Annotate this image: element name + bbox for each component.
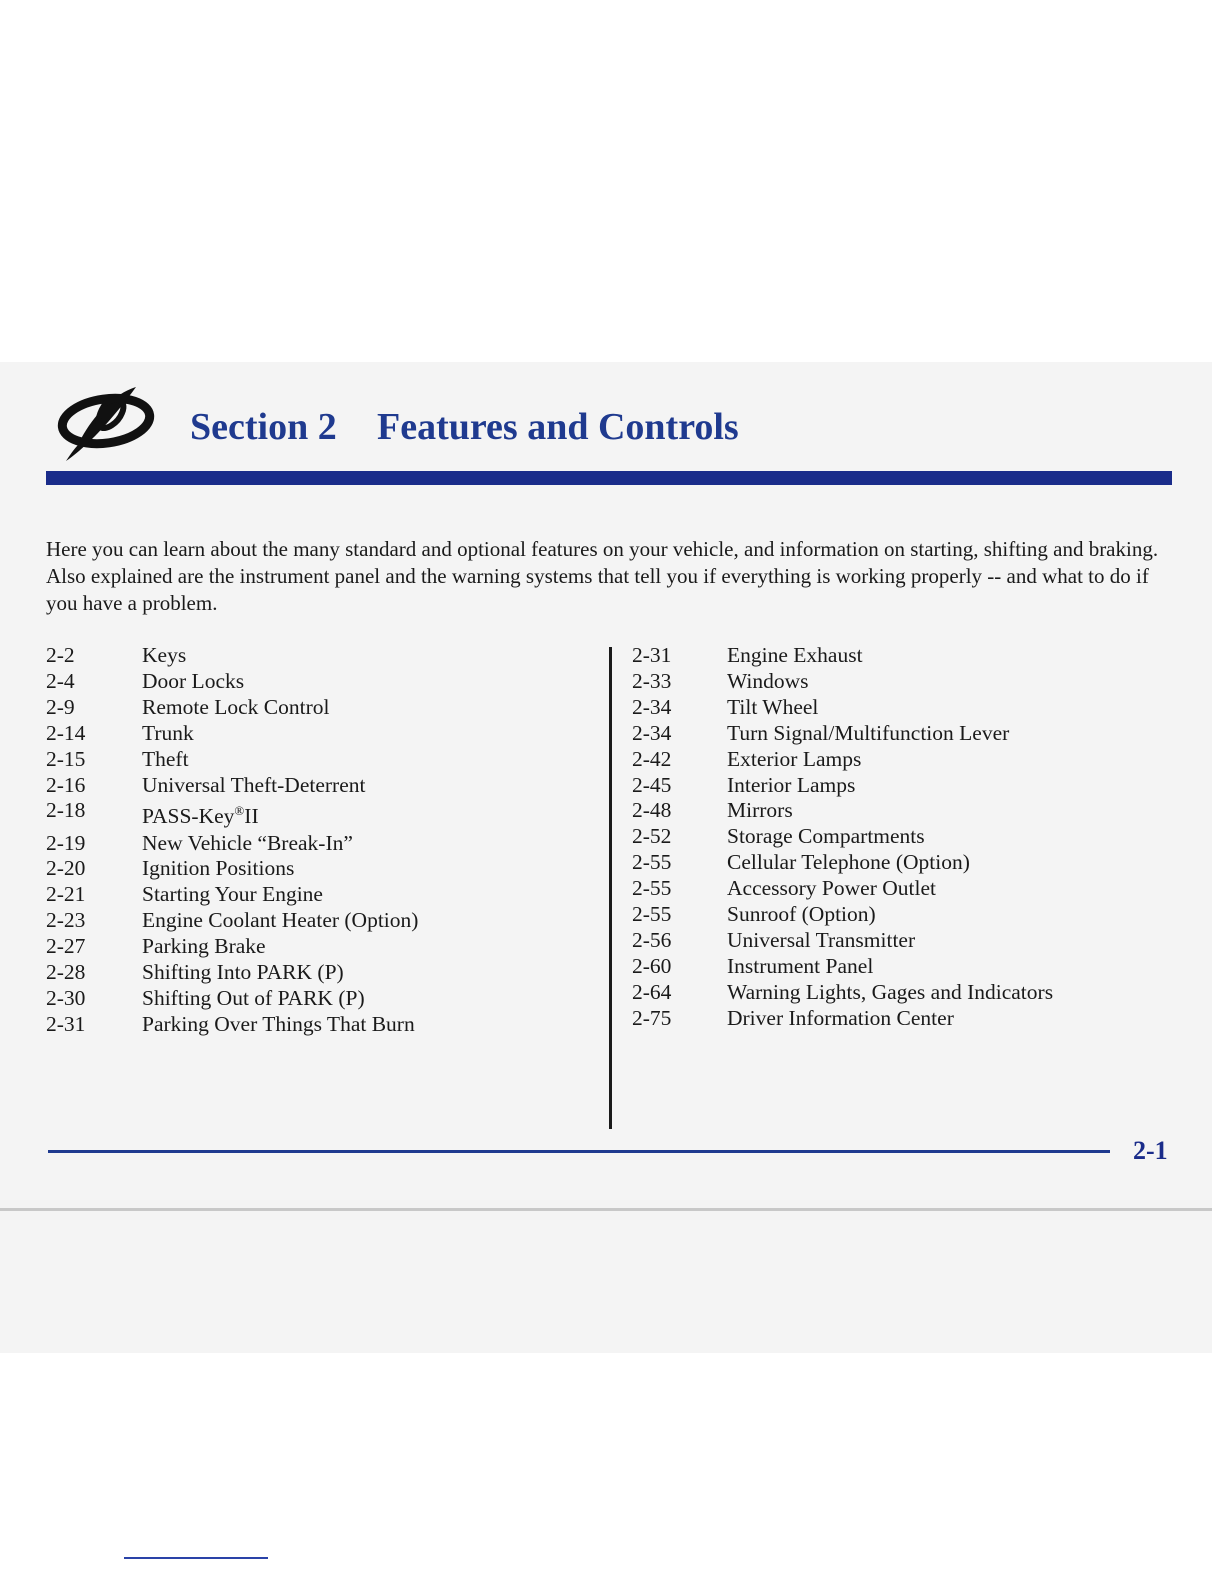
entry-title: Driver Information Center [727,1005,954,1030]
entry-title: Parking Brake [142,934,266,959]
entry-page-number: 2-4 [46,668,75,693]
entry-page-number: 2-48 [632,798,672,823]
column-divider [609,647,612,1129]
entry-page-number: 2-23 [46,908,86,933]
contents-entry[interactable] [46,986,596,1012]
contents-entry[interactable] [632,643,1192,669]
entry-page-number: 2-52 [632,824,672,849]
entry-title: Mirrors [727,798,793,823]
entry-page-number: 2-19 [46,830,86,855]
entry-page-number: 2-34 [632,694,672,719]
contents-entry[interactable] [46,856,596,882]
entry-page-number: 2-2 [46,643,75,667]
contents-right-column [632,643,1192,1032]
entry-title: Tilt Wheel [727,694,819,719]
entry-title: Universal Theft-Deterrent [142,772,366,797]
entry-title: PASS-Key®II [142,803,259,829]
entry-page-number: 2-55 [632,850,672,875]
contents-entry[interactable] [632,695,1192,721]
entry-page-number: 2-64 [632,979,672,1004]
contents-entry[interactable] [632,928,1192,954]
entry-page-number: 2-30 [46,985,86,1010]
contents-entry[interactable] [46,747,596,773]
title-divider-bar [46,471,1172,485]
entry-page-number: 2-21 [46,882,86,907]
entry-title: Starting Your Engine [142,882,323,907]
entry-page-number: 2-20 [46,856,86,881]
entry-page-number: 2-42 [632,746,672,771]
entry-title: Engine Coolant Heater (Option) [142,908,419,933]
entry-title: Windows [727,668,809,693]
contents-entry[interactable] [632,721,1192,747]
entry-page-number: 2-15 [46,746,86,771]
entry-title: Remote Lock Control [142,694,330,719]
contents-entry[interactable] [632,798,1192,824]
footer-rule [48,1150,1110,1153]
contents-entry[interactable] [632,980,1192,1006]
entry-page-number: 2-31 [46,1011,86,1036]
entry-title: Accessory Power Outlet [727,876,936,901]
entry-page-number: 2-31 [632,643,672,667]
page-number: 2-1 [1133,1136,1168,1165]
section-title: Features and Controls [377,406,739,448]
intro-paragraph: Here you can learn about the many standard and optional features on your vehicle, and information on starting, shifting and braking. Also explained are the instrument panel and the warning systems that tell you if everything is working properly -- and what to do if you have a problem. [46,537,1159,615]
entry-title: New Vehicle “Break-In” [142,830,353,855]
entry-page-number: 2-16 [46,772,86,797]
entry-title: Parking Over Things That Burn [142,1011,415,1036]
contents-entry[interactable] [46,798,596,830]
entry-title: Turn Signal/Multifunction Lever [727,720,1010,745]
entry-title: Storage Compartments [727,824,925,849]
entry-title: Engine Exhaust [727,643,863,667]
entry-page-number: 2-60 [632,953,672,978]
contents-entry[interactable] [632,747,1192,773]
entry-title: Interior Lamps [727,772,856,797]
contents-entry[interactable] [46,831,596,857]
entry-title: Door Locks [142,668,245,693]
contents-entry[interactable] [632,669,1192,695]
entry-title: Shifting Into PARK (P) [142,960,344,985]
contents-entry[interactable] [632,876,1192,902]
entry-page-number: 2-28 [46,960,86,985]
panel-edge-shadow [0,1208,1212,1211]
contents-entry[interactable] [46,721,596,747]
entry-page-number: 2-27 [46,934,86,959]
contents-entry[interactable] [46,643,596,669]
section-number: Section 2 [190,406,337,448]
entry-page-number: 2-55 [632,902,672,927]
contents-entry[interactable] [46,695,596,721]
contents-entry[interactable] [46,1012,596,1038]
section-heading [190,404,739,450]
contents-entry[interactable] [46,960,596,986]
entry-page-number: 2-14 [46,720,86,745]
contents-left-column [46,643,596,1038]
contents-entry[interactable] [46,934,596,960]
entry-title: Exterior Lamps [727,746,862,771]
entry-page-number: 2-34 [632,720,672,745]
entry-title: Cellular Telephone (Option) [727,850,970,875]
entry-page-number: 2-9 [46,694,75,719]
entry-page-number: 2-33 [632,668,672,693]
contents-entry[interactable] [632,850,1192,876]
entry-page-number: 2-75 [632,1005,672,1030]
contents-entry[interactable] [632,1006,1192,1032]
entry-title: Keys [142,643,187,667]
entry-title: Warning Lights, Gages and Indicators [727,979,1054,1004]
contents-entry[interactable] [632,773,1192,799]
entry-title: Instrument Panel [727,953,874,978]
entry-title: Theft [142,746,189,771]
entry-page-number: 2-56 [632,927,672,952]
entry-title: Ignition Positions [142,856,295,881]
contents-entry[interactable] [632,902,1192,928]
contents-entry[interactable] [632,824,1192,850]
footnote-rule [124,1557,268,1559]
contents-entry[interactable] [632,954,1192,980]
contents-entry[interactable] [46,908,596,934]
entry-page-number: 2-55 [632,876,672,901]
entry-title: Universal Transmitter [727,927,916,952]
contents-entry[interactable] [46,882,596,908]
entry-title: Shifting Out of PARK (P) [142,985,365,1010]
entry-title: Trunk [142,720,194,745]
oldsmobile-rocket-logo-icon [48,383,160,463]
entry-page-number: 2-18 [46,798,86,823]
contents-entry[interactable] [46,669,596,695]
registered-mark: ® [234,803,245,819]
entry-title: Sunroof (Option) [727,902,876,927]
entry-page-number: 2-45 [632,772,672,797]
contents-entry[interactable] [46,773,596,799]
